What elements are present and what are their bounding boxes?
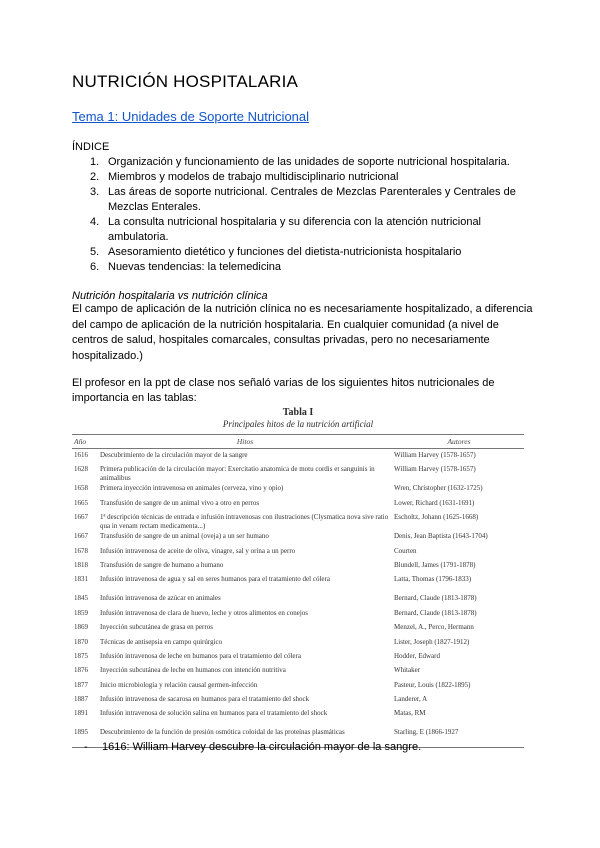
table-row: [72, 497, 524, 511]
cell-autor: Blundell, James (1791-1878): [394, 560, 476, 569]
index-item-text: Las áreas de soporte nutricional. Centrales de Mezclas Parenterales y Centrales de Mezclas Enterales.: [108, 186, 516, 213]
cell-hito: Infusión intravenosa de clara de huevo, leche y otros alimentos en conejos: [100, 608, 308, 617]
bullet-item: [84, 740, 421, 755]
cell-year: 1667: [74, 513, 88, 522]
table-row: [72, 511, 524, 530]
table-row: [72, 545, 524, 559]
header-year: Año: [74, 437, 87, 446]
cell-year: 1845: [74, 594, 88, 603]
cell-hito: Infusión intravenosa de solución salina en humanos para el tratamiento del shock: [100, 709, 328, 718]
cell-autor: Latta, Thomas (1796-1833): [394, 575, 472, 584]
table-row: [72, 636, 524, 650]
cell-hito: Inyección subcutánea de leche en humanos con intención nutritiva: [100, 666, 286, 675]
cell-year: 1887: [74, 695, 88, 704]
table-row: [72, 573, 524, 592]
table-title: Tabla I: [282, 407, 314, 418]
cell-year: 1658: [74, 484, 88, 493]
table-row: [72, 463, 524, 482]
index-item-number: 1.: [90, 156, 100, 168]
index-item-number: 5.: [90, 246, 100, 258]
index-item: [72, 245, 532, 260]
header-hitos: Hitos: [236, 437, 254, 446]
table-row: [72, 707, 524, 726]
cell-autor: Menzel, A., Perco, Hermann: [394, 623, 474, 632]
cell-autor: Bernard, Claude (1813-1878): [394, 608, 477, 617]
bullet-dash: -: [84, 741, 88, 753]
cell-autor: Landerer, A: [394, 695, 428, 704]
table-row: [72, 679, 524, 693]
cell-hito: Primera publicación de la circulación mayor: Exercitatio anatomica de motu cordis et sanguinis in animalibus: [100, 465, 375, 482]
table-row: [72, 664, 524, 678]
cell-year: 1665: [74, 498, 88, 507]
table-row: [72, 530, 524, 544]
cell-year: 1877: [74, 680, 88, 689]
cell-year: 1667: [74, 532, 88, 541]
cell-hito: Técnicas de antisepsia en campo quirúrgico: [100, 637, 223, 646]
index-item-number: 2.: [90, 171, 100, 183]
table-row: [72, 482, 524, 496]
cell-year: 1678: [74, 546, 88, 555]
index-item: [72, 185, 532, 215]
cell-autor: Lower, Richard (1631-1691): [394, 498, 475, 507]
table-row: [72, 621, 524, 635]
index-item: [72, 155, 532, 170]
cell-year: 1876: [74, 666, 88, 675]
cell-autor: Starling, E (1866-1927: [394, 728, 459, 737]
cell-autor: Wren, Christopher (1632-1725): [394, 484, 483, 493]
cell-autor: William Harvey (1578-1657): [394, 451, 476, 459]
cell-year: 1870: [74, 637, 88, 646]
table-row: [72, 592, 524, 606]
cell-hito: Transfusión de sangre de un animal (oveja) a un ser humano: [100, 532, 269, 541]
document-title: NUTRICIÓN HOSPITALARIA: [72, 72, 299, 91]
cell-autor: William Harvey (1578-1657): [394, 465, 476, 474]
cell-autor: Bernard, Claude (1813-1878): [394, 594, 477, 603]
cell-hito: Descubrimiento de la circulación mayor de la sangre: [100, 451, 248, 459]
table-row: [72, 449, 524, 463]
index-item-text: La consulta nutricional hospitalaria y su diferencia con la atención nutricional ambulatoria.: [108, 216, 482, 243]
index-list: [72, 155, 532, 275]
paragraph-nutricion: El campo de aplicación de la nutrición clínica no es necesariamente hospitalizado, a diferencia del campo de aplicación de la nutrición hospitalaria. En cualquier comunidad (a nivel de centros de salud, hospitales comarcales, consultas privadas, pero no necesariamente hospitalizado.): [72, 303, 533, 362]
cell-autor: Matas, RM: [394, 709, 426, 718]
table-row: [72, 693, 524, 707]
cell-autor: Denis, Jean Baptista (1643-1704): [394, 532, 488, 541]
cell-year: 1616: [74, 451, 88, 459]
cell-hito: Inyección subcutánea de grasa en perros: [100, 623, 213, 632]
section-heading: Nutrición hospitalaria vs nutrición clínica: [72, 290, 268, 302]
table-subtitle: Principales hitos de la nutrición artificial: [222, 419, 374, 429]
index-item: [72, 215, 532, 245]
cell-autor: Lister, Joseph (1827-1912): [394, 637, 470, 646]
table-row: [72, 650, 524, 664]
cell-hito: Infusión intravenosa de azúcar en animales: [100, 594, 221, 603]
cell-hito: Inicio microbiología y relación causal germen-infección: [100, 680, 258, 689]
index-item: [72, 170, 532, 185]
cell-year: 1831: [74, 575, 88, 584]
cell-year: 1628: [74, 465, 88, 474]
cell-year: 1875: [74, 651, 88, 660]
cell-autor: Escholtz, Johann (1625-1668): [394, 513, 479, 522]
cell-hito: Infusión intravenosa de aceite de oliva, vinagre, sal y orina a un perro: [100, 546, 296, 555]
index-item: [72, 260, 532, 275]
index-item-text: Asesoramiento dietético y funciones del dietista-nutricionista hospitalario: [108, 246, 462, 258]
cell-hito: Transfusión de sangre de humano a humano: [100, 560, 224, 569]
table-row: [72, 559, 524, 573]
table-body: [72, 449, 524, 745]
topic-link[interactable]: Tema 1: Unidades de Soporte Nutricional: [72, 109, 310, 124]
cell-hito: Transfusión de sangre de un animal vivo a otro en perros: [100, 498, 260, 507]
cell-autor: Hodder, Edward: [394, 651, 440, 660]
table-header-row: [72, 435, 524, 449]
cell-hito: Primera inyección intravenosa en animales (cerveza, vino y opio): [100, 484, 284, 493]
cell-autor: Pasteur, Louis (1822-1895): [394, 680, 471, 689]
paragraph-hitos-intro: El profesor en la ppt de clase nos señaló varias de los siguientes hitos nutricionales de importancia en las tablas:: [72, 377, 495, 404]
index-item-number: 6.: [90, 261, 100, 273]
cell-year: 1895: [74, 728, 88, 737]
cell-autor: Courten: [394, 546, 417, 555]
cell-hito: Descubrimiento de la función de presión osmótica coloidal de las proteínas plasmáticas: [100, 728, 345, 737]
index-item-text: Organización y funcionamiento de las unidades de soporte nutricional hospitalaria.: [108, 156, 510, 168]
cell-year: 1818: [74, 560, 88, 569]
index-item-text: Miembros y modelos de trabajo multidisciplinario nutricional: [108, 171, 399, 183]
index-heading: ÍNDICE: [72, 141, 110, 153]
cell-hito: Infusión intravenosa de agua y sal en seres humanos para el tratamiento del cólera: [100, 575, 330, 584]
cell-hito: 1ª descripción técnicas de entrada e infusión intravenosas con ilustraciones (Clysmatica nova sive ratio qua in venam rectam medicamenta...): [100, 513, 389, 530]
table-row: [72, 607, 524, 621]
cell-year: 1891: [74, 709, 88, 718]
index-item-number: 4.: [90, 216, 100, 228]
cell-hito: Infusión intravenosa de leche en humanos para el tratamiento del cólera: [100, 651, 301, 660]
bullet-text: 1616: William Harvey descubre la circulación mayor de la sangre.: [102, 741, 422, 753]
index-item-number: 3.: [90, 186, 100, 198]
cell-year: 1869: [74, 623, 88, 632]
cell-autor: Whitaker: [394, 666, 421, 675]
cell-hito: Infusión intravenosa de sacarosa en humanos para el tratamiento del shock: [100, 695, 310, 704]
header-autores: Autores: [447, 437, 471, 446]
cell-year: 1859: [74, 608, 88, 617]
hitos-table-figure: [72, 405, 524, 735]
index-item-text: Nuevas tendencias: la telemedicina: [108, 261, 282, 273]
